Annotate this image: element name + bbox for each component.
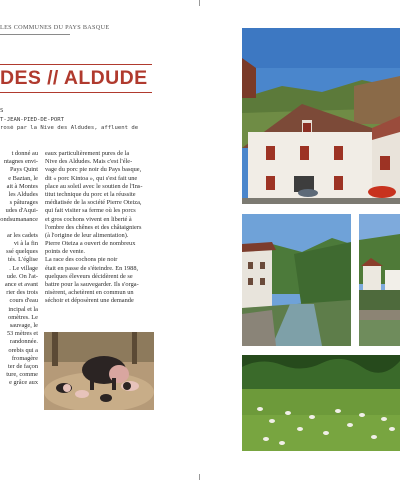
- body-text-line: randonnée.: [9, 338, 38, 346]
- body-text-line: ssé quelques: [6, 248, 38, 256]
- body-text-line: udes d'Aqui-: [5, 207, 38, 215]
- body-text-line: ait à Montes: [6, 182, 38, 190]
- article-title: DES // ALDUDE: [0, 67, 148, 89]
- body-text-line: ar les cadets: [7, 231, 38, 239]
- body-text-line: Pierre Oteiza a ouvert de nombreux: [45, 240, 136, 248]
- body-text-line: quelques éleveurs décidèrent de se: [45, 272, 133, 280]
- body-text-line: battre pour la sauvegarder. Ils s'orga-: [45, 281, 139, 288]
- body-text-line: cours d'eau: [9, 297, 38, 305]
- title-rule-top: [0, 64, 152, 65]
- title-rule-bottom: [0, 92, 152, 93]
- body-text-line: les Aldudes: [8, 190, 38, 198]
- body-text-line: fromagère: [11, 354, 38, 362]
- body-text-line: qui fait visiter sa ferme où les porcs: [45, 207, 136, 215]
- body-text-line: t donné au: [11, 150, 38, 157]
- body-text-line: [0, 224, 38, 232]
- body-text-line: Nive des Aldudes. Mais c'est l'éle-: [45, 158, 133, 166]
- body-text-line: dit « porc Kintoa », qui s'est fait une: [45, 174, 138, 182]
- body-text-line: titut technique du porc et la réussite: [45, 190, 136, 198]
- body-column-two: [45, 150, 155, 306]
- body-text-line: séchoir et déposèrent une demande: [45, 297, 134, 305]
- body-text-line: vi à la fin: [13, 240, 38, 248]
- body-text-line: e grâce aux: [9, 379, 38, 387]
- body-text-line: La race des cochons pie noir: [45, 256, 118, 264]
- body-column-one: [0, 150, 38, 387]
- running-head-rule: [0, 34, 70, 35]
- body-text-line: et gros cochons vivent en liberté à: [45, 215, 132, 223]
- photo-river-icon: [242, 214, 351, 346]
- photo-house-icon: [242, 28, 400, 204]
- body-text-line: orebis qui a: [8, 346, 38, 354]
- body-text-line: Pays Quint: [9, 166, 38, 174]
- body-text-line: sauvage, le: [9, 321, 38, 329]
- body-text-line: rier des trois: [6, 289, 38, 297]
- body-text-line: vage du porc pie noir du Pays basque,: [45, 166, 142, 174]
- body-text-line: place au soleil avec le soutien de l'Ins-: [45, 182, 143, 190]
- photo-pigs-icon: [44, 332, 154, 410]
- body-text-line: ude. On l'at-: [6, 272, 38, 280]
- body-text-line: points de vente.: [45, 248, 85, 256]
- running-head: LES COMMUNES DU PAYS BASQUE: [0, 24, 110, 31]
- body-text-line: omètres. Le: [8, 313, 38, 321]
- subtitle-line: S: [0, 108, 4, 114]
- body-text-line: médiatisée de la société Pierre Oteiza,: [45, 199, 142, 207]
- photo-pigs: [44, 332, 154, 410]
- body-text-line: 53 mètres et: [6, 330, 38, 338]
- photo-river: [242, 214, 351, 346]
- body-text-line: ture, comme: [6, 371, 38, 379]
- body-text-line: ntagnes envi-: [4, 158, 38, 166]
- subtitle-line: rosé par la Nive des Aldudes, affluent de: [0, 125, 139, 131]
- body-text-line: nisèrent, achetèrent en commun un: [45, 289, 134, 297]
- photo-sheep-icon: [242, 355, 400, 451]
- body-text-line: s pâturages: [9, 199, 38, 207]
- gutter-mark: [199, 474, 200, 480]
- body-text-line: incipal et la: [8, 305, 38, 313]
- body-text-line: e Baztan, le: [8, 174, 38, 182]
- body-text-line: ondsumanance: [0, 215, 38, 223]
- body-text-line: était en passe de s'éteindre. En 1988,: [45, 264, 139, 272]
- body-text-line: (à l'origine de leur alimentation).: [45, 231, 129, 239]
- body-text-line: ter de façon: [8, 362, 38, 370]
- body-text-line: ance et avant: [4, 281, 38, 288]
- body-text-line: . Le village: [9, 264, 38, 272]
- body-text-line: l'ombre des chênes et des châtaigniers: [45, 223, 142, 231]
- photo-house: [242, 28, 400, 204]
- photo-sheep: [242, 355, 400, 451]
- photo-village-icon: [359, 214, 400, 346]
- body-text-line: eaux particulièrement pures de la: [45, 150, 130, 157]
- photo-village: [359, 214, 400, 346]
- gutter-mark: [199, 0, 200, 6]
- subtitle-line: T-JEAN-PIED-DE-PORT: [0, 117, 64, 123]
- body-text-line: tés. L'église: [7, 256, 38, 264]
